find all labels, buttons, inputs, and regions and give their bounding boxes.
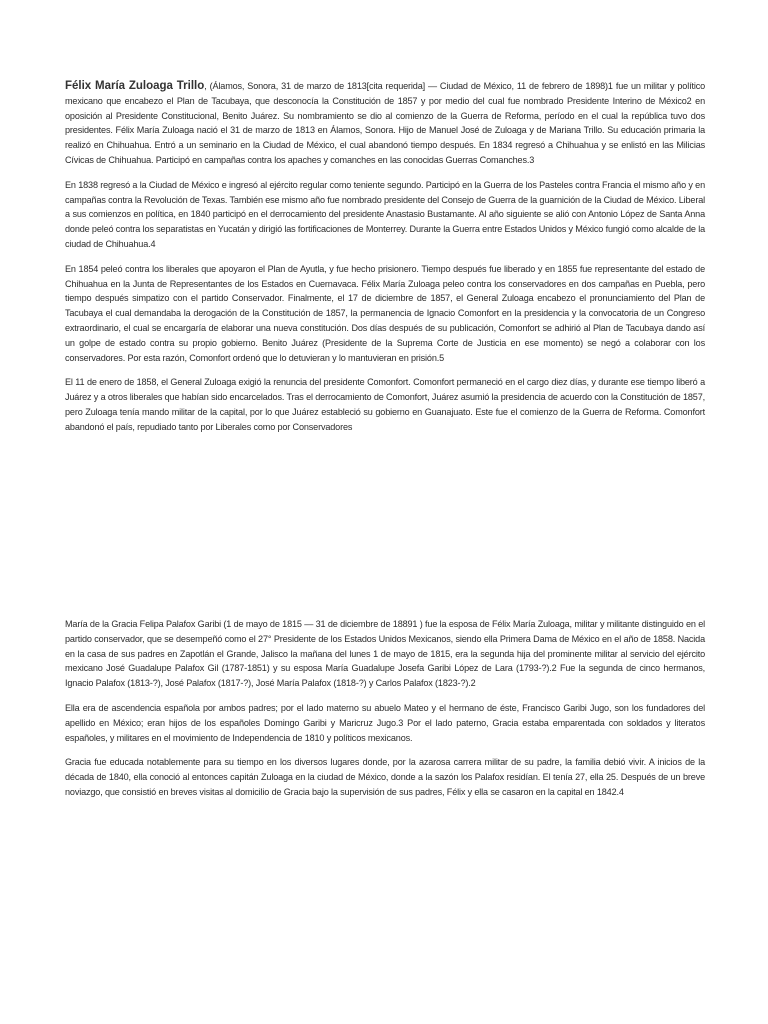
paragraph: El 11 de enero de 1858, el General Zuloaga exigió la renuncia del presidente Comonfort. Comonfort permaneció en el cargo diez días, y durante ese tiempo liberó a Juárez y a otros liberales que habían sido encarcelados. Tras el derrocamiento de Comonfort, Juárez asumió la presidencia de acuerdo con la Constitución de 1857, pero Zuloaga tenía mando militar de la capital, por lo que Juárez estableció su gobierno en Guanajuato. Este fue el comienzo de la Guerra de Reforma. Comonfort abandonó el país, repudiado tanto por Liberales como por Conservadores [65,377,705,432]
paragraph: Gracia fue educada notablemente para su tiempo en los diversos lugares donde, por la azarosa carrera militar de su padre, la familia debió vivir. A inicios de la década de 1840, ella conoció al entonces capitán Zuloaga en la ciudad de México, donde a la sazón los Palafox residían. El tenía 27, ella 25. Después de un breve noviazgo, que consistió en breves visitas al domicilio de Gracia bajo la supervisión de sus padres, Félix y ella se casaron en la capital en 1842.4 [65,757,705,797]
paragraph: En 1854 peleó contra los liberales que apoyaron el Plan de Ayutla, y fue hecho prisionero. Tiempo después fue liberado y en 1855 fue representante del estado de Chihuahua en la Junta de Representantes de los Estados en Cuernavaca. Félix María Zuloaga peleo contra los conservadores en dos campañas en Puebla, pero tiempo después simpatizo con el partido Conservador. Finalmente, el 17 de diciembre de 1857, el General Zuloaga encabezo el pronunciamiento del Plan de Tacubaya el cual demandaba la derogación de la Constitución de 1857, la permanencia de Ignacio Comonfort en la presidencia y la convocatoria de un Congreso extraordinario, el cual se encargaría de elaborar una nueva constitución. Dos días después de su publicación, Comonfort se adhirió al Plan de Tacubaya dando así un golpe de estado contra su propio gobierno. Benito Juárez (Presidente de la Suprema Corte de Justicia en ese momento) se negó a colaborar con los conservadores. Por esta razón, Comonfort ordenó que lo detuvieran y lo mantuvieran en prisión.5 [65,263,705,363]
article-palafox [65,617,705,810]
paragraph-text: , (Álamos, Sonora, 31 de marzo de 1813[cita requerida] — Ciudad de México, 11 de febrero de 1898)1 fue un militar y político mexicano que encabezo el Plan de Tacubaya, que desconocía la Constitución de 1857 y por medio del cual fue nombrado Presidente Interino de México2 en oposición al Presidente Constitucional, Benito Juárez. Su nombramiento se dio al comienzo de la Guerra de Reforma, período en el cual la república tuvo dos presidentes. Félix María Zuloaga nació el 31 de marzo de 1813 en Álamos, Sonora. Hijo de Manuel José de Zuloaga y de Mariana Trillo. Su educación primaria la realizó en Chihuahua. Entró a un seminario en la Ciudad de México, el cual abandonó tiempo después. En 1834 regresó a Chihuahua y se enlistó en las Milicias Cívicas de Chihuahua. Participó en campañas contra los apaches y comanches en las conocidas Guerras Comanches.3 [65,81,705,165]
paragraph: María de la Gracia Felipa Palafox Garibi (1 de mayo de 1815 — 31 de diciembre de 18891 ) fue la esposa de Félix María Zuloaga, militar y militante distinguido en el partido conservador, que se desempeñó como el 27° Presidente de los Estados Unidos Mexicanos, siendo ella Primera Dama de México en el año de 1858. Nacida en la casa de sus padres en Zapotlán el Grande, Jalisco la mañana del lunes 1 de mayo de 1815, era la segunda hija del prominente militar al servicio del ejército mexicano José Guadalupe Palafox Gil (1787-1851) y su esposa María Guadalupe Josefa Garibi López de Lara (1793-?).2 Fue la segunda de cinco hermanos, Ignacio Palafox (1813-?), José Palafox (1817-?), José María Palafox (1818-?) y Carlos Palafox (1823-?).2 [65,619,705,689]
paragraph [65,79,705,168]
paragraph: Ella era de ascendencia española por ambos padres; por el lado materno su abuelo Mateo y el hermano de éste, Francisco Garibi Jugo, son los fundadores del apellido en México; eran hijos de los españoles Domingo Garibi y Maricruz Jugo.3 Por el lado paterno, Gracia estaba emparentada con soldados y literatos españoles, y militares en el movimiento de Independencia de 1810 y políticos mexicanos. [65,702,705,743]
article-zuloaga [65,79,705,445]
paragraph: En 1838 regresó a la Ciudad de México e ingresó al ejército regular como teniente segundo. Participó en la Guerra de los Pasteles contra Francia el mismo año y en campañas contra la Revolución de Texas. También ese mismo año fue nombrado presidente del Consejo de Guerra de la guarnición de la Ciudad de México. Liberal a sus comienzos en política, en 1840 participó en el derrocamiento del presidente Anastasio Bustamante. Al año siguiente se alió con Antonio López de Santa Anna donde peleó contra los separatistas en Yucatán y dirigió las fortificaciones de Monterrey. Durante la Guerra entre Estados Unidos y México fungió como alcalde de la ciudad de Chihuahua.4 [65,179,705,249]
lead-name: Félix María Zuloaga Trillo [65,80,205,92]
